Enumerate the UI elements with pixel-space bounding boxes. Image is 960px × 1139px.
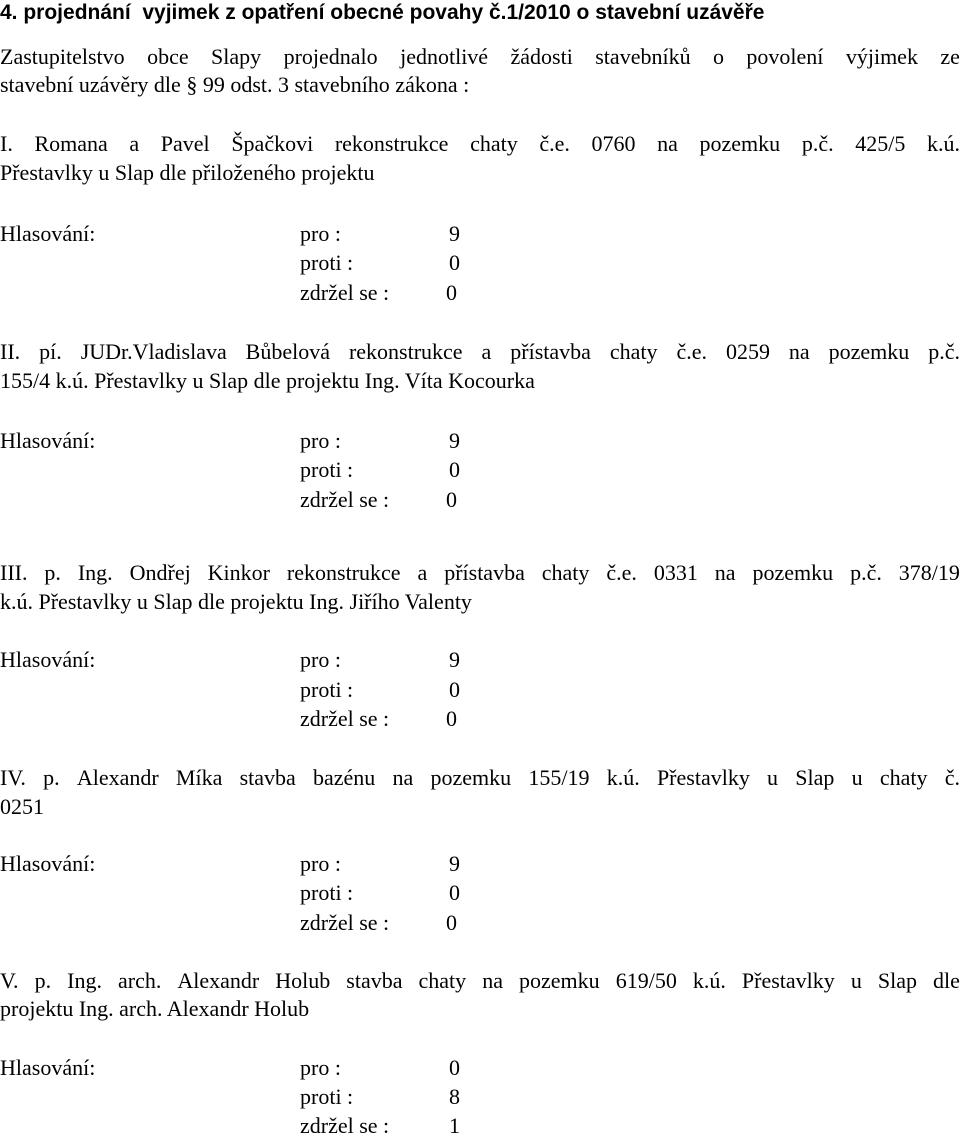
- section-title: 4. projednání vyjimek z opatření obecné povahy č.1/2010 o stavební uzávěře: [0, 1, 765, 24]
- item-1-zdrzel-value: 0: [446, 280, 457, 305]
- item-5-proti-value: 8: [449, 1084, 460, 1109]
- item-1-vote-heading: Hlasování:: [0, 221, 96, 246]
- item-5-zdrzel-label: zdržel se :: [300, 1113, 390, 1138]
- item-2-proti-value: 0: [449, 457, 460, 482]
- item-5-proti-label: proti :: [300, 1084, 354, 1109]
- item-1-proti-value: 0: [449, 250, 460, 275]
- item-4-line-2: 0251: [0, 794, 44, 819]
- item-1-line-1: I. Romana a Pavel Špačkovi rekonstrukce chaty č.e. 0760 na pozemku p.č. 425/5 k.ú.: [0, 131, 960, 156]
- intro-line-2: stavební uzávěry dle § 99 odst. 3 stavebního zákona :: [0, 72, 470, 97]
- item-4-line-1: IV. p. Alexandr Míka stavba bazénu na pozemku 155/19 k.ú. Přestavlky u Slap u chaty č.: [0, 765, 960, 790]
- item-1-pro-value: 9: [449, 221, 460, 246]
- item-2-pro-value: 9: [449, 428, 460, 453]
- item-4-zdrzel-value: 0: [446, 910, 457, 935]
- item-5-zdrzel-value: 1: [449, 1113, 460, 1138]
- item-1-zdrzel-label: zdržel se :: [300, 280, 390, 305]
- item-4-pro-value: 9: [449, 851, 460, 876]
- item-1-line-2: Přestavlky u Slap dle přiloženého projektu: [0, 160, 375, 185]
- item-5-line-2: projektu Ing. arch. Alexandr Holub: [0, 996, 310, 1021]
- item-3-vote-heading: Hlasování:: [0, 647, 96, 672]
- item-3-pro-label: pro :: [300, 647, 341, 672]
- item-4-proti-label: proti :: [300, 880, 354, 905]
- item-2-proti-label: proti :: [300, 457, 354, 482]
- item-4-zdrzel-label: zdržel se :: [300, 910, 390, 935]
- item-4-proti-value: 0: [449, 880, 460, 905]
- intro-line-1: Zastupitelstvo obce Slapy projednalo jednotlivé žádosti stavebníků o povolení výjimek ze: [0, 44, 960, 69]
- item-3-line-2: k.ú. Přestavlky u Slap dle projektu Ing. Jiřího Valenty: [0, 589, 472, 614]
- item-2-zdrzel-label: zdržel se :: [300, 487, 390, 512]
- item-3-line-1: III. p. Ing. Ondřej Kinkor rekonstrukce a přístavba chaty č.e. 0331 na pozemku p.č. 378/19: [0, 560, 960, 585]
- item-1-proti-label: proti :: [300, 250, 354, 275]
- item-2-pro-label: pro :: [300, 428, 341, 453]
- item-5-line-1: V. p. Ing. arch. Alexandr Holub stavba chaty na pozemku 619/50 k.ú. Přestavlky u Slap dle: [0, 968, 960, 993]
- item-2-vote-heading: Hlasování:: [0, 428, 96, 453]
- item-2-zdrzel-value: 0: [446, 487, 457, 512]
- item-3-zdrzel-label: zdržel se :: [300, 706, 390, 731]
- item-4-vote-heading: Hlasování:: [0, 851, 96, 876]
- item-4-pro-label: pro :: [300, 851, 341, 876]
- item-3-proti-label: proti :: [300, 677, 354, 702]
- item-3-pro-value: 9: [449, 647, 460, 672]
- item-1-pro-label: pro :: [300, 221, 341, 246]
- item-3-proti-value: 0: [449, 677, 460, 702]
- item-5-pro-label: pro :: [300, 1055, 341, 1080]
- item-2-line-2: 155/4 k.ú. Přestavlky u Slap dle projektu Ing. Víta Kocourka: [0, 368, 535, 393]
- item-5-vote-heading: Hlasování:: [0, 1055, 96, 1080]
- item-2-line-1: II. pí. JUDr.Vladislava Bůbelová rekonstrukce a přístavba chaty č.e. 0259 na pozemku p.č.: [0, 339, 960, 364]
- item-5-pro-value: 0: [449, 1055, 460, 1080]
- item-3-zdrzel-value: 0: [446, 706, 457, 731]
